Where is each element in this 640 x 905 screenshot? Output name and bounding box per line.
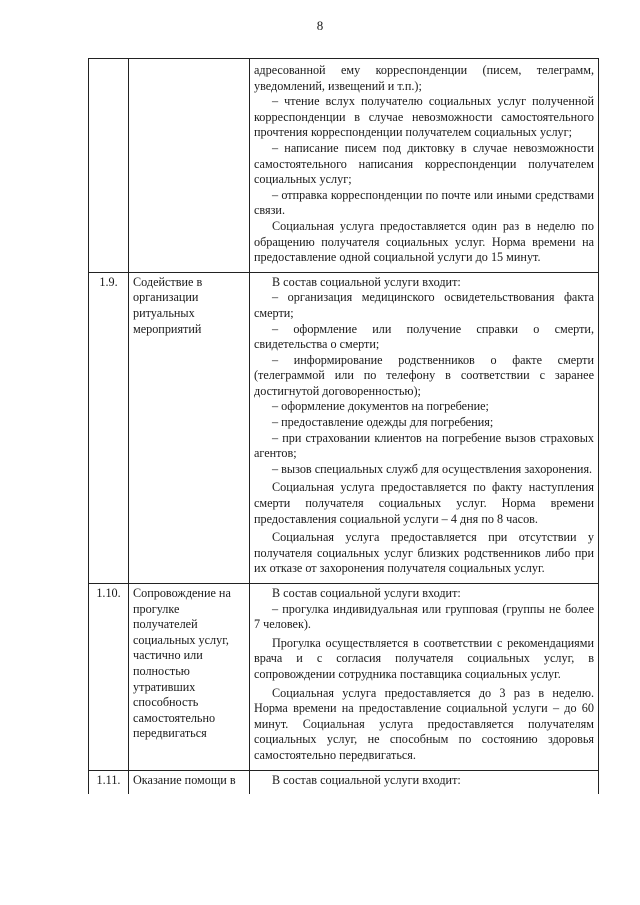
description-paragraph: Социальная услуга предоставляется до 3 раз в неделю. Норма времени на предоставление социальной услуги – до 60 минут. Социальная услуга предоставляется получателям социальных услуг, не способным по состоянию здоровья самостоятельно передвигаться. [254, 685, 594, 762]
table-row [89, 770, 599, 794]
description-paragraph: Прогулка осуществляется в соответствии с рекомендациями врача и с согласия получателя социальных услуг, в сопровождении сотрудника поставщика социальных услуг. [254, 635, 594, 681]
description-paragraph: – при страховании клиентов на погребение вызов страховых агентов; [254, 430, 594, 461]
description-paragraph: – вызов специальных служб для осуществления захоронения. [272, 461, 593, 476]
service-name [129, 59, 250, 273]
description-paragraph: Социальная услуга предоставляется один раз в неделю по обращению получателя социальных услуг. Норма времени на предоставление одной социальной услуги до 15 минут. [254, 218, 594, 265]
description-paragraph: – предоставление одежды для погребения; [272, 415, 494, 430]
description-paragraph: – оформление или получение справки о смерти, свидетельства о смерти; [254, 321, 594, 352]
table-row [89, 272, 599, 583]
service-description [250, 770, 599, 794]
row-number: 1.11. [89, 770, 129, 794]
description-paragraph: – организация медицинского освидетельствования факта смерти; [254, 290, 594, 320]
service-description [250, 272, 599, 583]
row-number [89, 59, 129, 273]
description-paragraph: – информирование родственников о факте смерти (телеграммой или по телефону в соответствии с заранее достигнутой договоренностью); [254, 352, 594, 398]
description-paragraph: – чтение вслух получателю социальных услуг полученной корреспонденции в случае невозможности самостоятельного прочтения корреспонденции получателем социальных услуг; [254, 94, 594, 140]
row-number: 1.10. [89, 584, 129, 771]
description-paragraph: – прогулка индивидуальная или групповая (группы не более 7 человек). [254, 601, 594, 632]
description-paragraph: Социальная услуга предоставляется по факту наступления смерти получателя социальных услуг. Норма времени предоставления социальной услуги – 4 дня по 8 часов. [254, 480, 594, 526]
services-table [88, 58, 599, 794]
service-description [250, 584, 599, 771]
description-paragraph: В состав социальной услуги входит: [272, 772, 461, 787]
service-name: Оказание помощи в [129, 770, 250, 794]
description-paragraph: – отправка корреспонденции по почте или иными средствами связи. [254, 187, 594, 218]
table-row [89, 584, 599, 771]
service-name: Содействие в организации ритуальных мероприятий [129, 272, 250, 583]
service-name: Сопровождение на прогулке получателей социальных услуг, частично или полностью утративших способность самостоятельно передвигаться [129, 584, 250, 771]
description-paragraph: – написание писем под диктовку в случае невозможности самостоятельного написания корреспонденции получателем социальных услуг; [254, 140, 594, 187]
row-number: 1.9. [89, 272, 129, 583]
description-paragraph: Социальная услуга предоставляется при отсутствии у получателя социальных услуг близких родственников либо при их отказе от захоронения получателя социальных услуг. [254, 530, 594, 576]
description-paragraph: В состав социальной услуги входит: [272, 586, 461, 600]
page-number: 8 [316, 18, 324, 33]
table-row [89, 59, 599, 273]
service-description [250, 59, 599, 273]
description-paragraph: В состав социальной услуги входит: [272, 274, 461, 289]
description-paragraph: адресованной ему корреспонденции (писем, телеграмм, уведомлений, извещений и т.п.); [254, 63, 594, 93]
description-paragraph: – оформление документов на погребение; [272, 399, 489, 414]
